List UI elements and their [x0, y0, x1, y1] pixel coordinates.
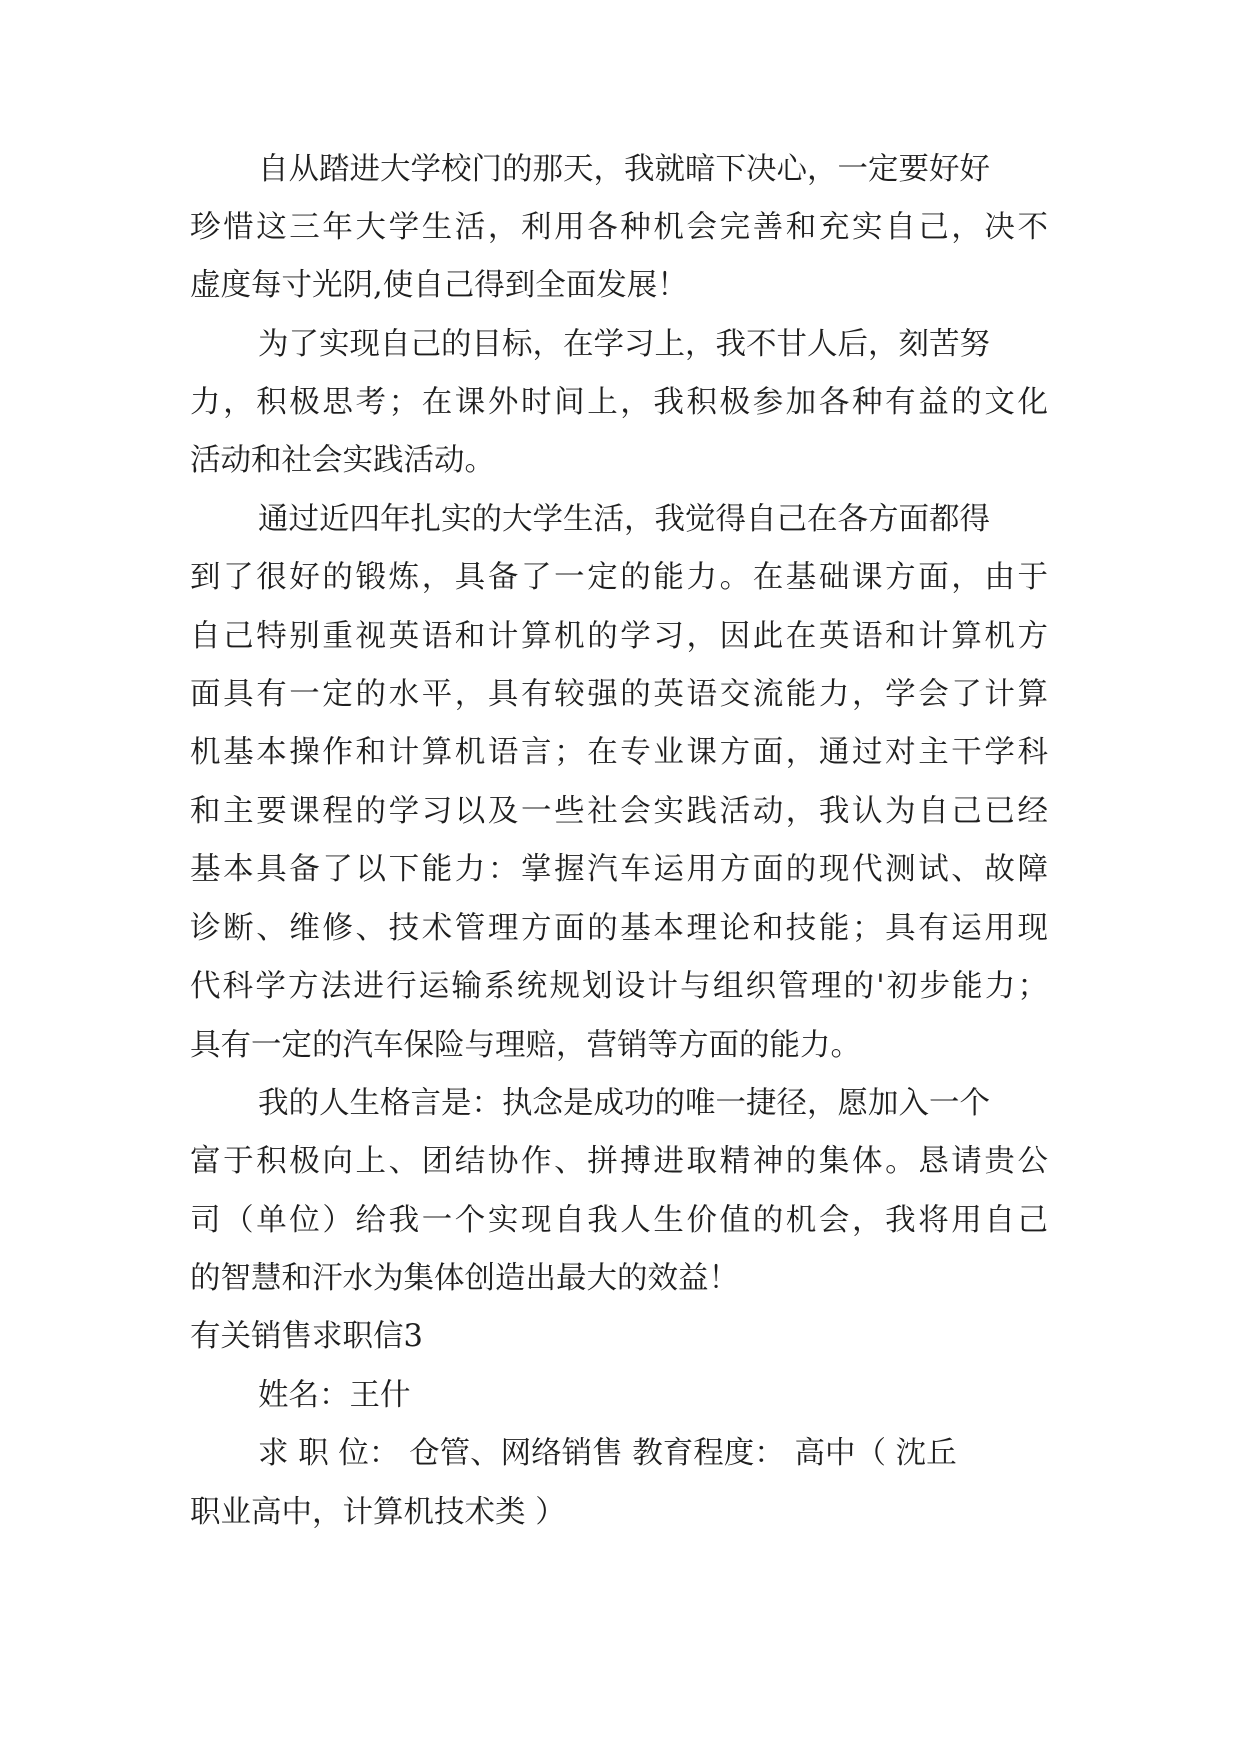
paragraph-2-line-3: 活动和社会实践活动。 — [190, 443, 495, 478]
paragraph-2-line-1: 为了实现自己的目标，在学习上，我不甘人后，刻苦努 — [258, 327, 990, 362]
paragraph-3-line-10: 具有一定的汽车保险与理赔，营销等方面的能力。 — [190, 1028, 861, 1063]
paragraph-3-line-8: 诊断、维修、技术管理方面的基本理论和技能；具有运用现 — [190, 911, 1048, 946]
paragraph-4-line-1: 我的人生格言是：执念是成功的唯一捷径，愿加入一个 — [258, 1086, 990, 1121]
paragraph-3-line-7: 基本具备了以下能力：掌握汽车运用方面的现代测试、故障 — [190, 852, 1048, 887]
paragraph-4-line-2: 富于积极向上、团结协作、拼搏进取精神的集体。恳请贵公 — [190, 1144, 1048, 1179]
paragraph-3-line-4: 面具有一定的水平，具有较强的英语交流能力，学会了计算 — [190, 677, 1048, 712]
paragraph-3-line-9: 代科学方法进行运输系统规划设计与组织管理的'初步能力； — [190, 969, 1048, 1004]
paragraph-1-line-3: 虚度每寸光阴,使自己得到全面发展！ — [190, 268, 688, 303]
paragraph-3-line-2: 到了很好的锻炼，具备了一定的能力。在基础课方面，由于 — [190, 560, 1048, 595]
paragraph-1-line-2: 珍惜这三年大学生活，利用各种机会完善和充实自己，决不 — [190, 210, 1048, 245]
paragraph-2-line-2: 力，积极思考；在课外时间上，我积极参加各种有益的文化 — [190, 385, 1048, 420]
paragraph-1-line-1: 自从踏进大学校门的那天，我就暗下决心，一定要好好 — [258, 152, 990, 187]
paragraph-3-line-1: 通过近四年扎实的大学生活，我觉得自己在各方面都得 — [258, 502, 990, 537]
paragraph-4-line-3: 司（单位）给我一个实现自我人生价值的机会，我将用自己 — [190, 1203, 1048, 1238]
paragraph-3-line-3: 自己特别重视英语和计算机的学习，因此在英语和计算机方 — [190, 619, 1048, 654]
position-line-2: 职业高中，计算机技术类 ） — [190, 1495, 566, 1530]
name-line: 姓名：王什 — [258, 1378, 411, 1413]
paragraph-3-line-6: 和主要课程的学习以及一些社会实践活动，我认为自己已经 — [190, 794, 1048, 829]
paragraph-3-line-5: 机基本操作和计算机语言；在专业课方面，通过对主干学科 — [190, 735, 1048, 770]
paragraph-4-line-4: 的智慧和汗水为集体创造出最大的效益！ — [190, 1261, 739, 1296]
section-heading: 有关销售求职信3 — [190, 1319, 423, 1354]
position-line-1: 求 职 位： 仓管、网络销售 教育程度： 高中（ 沈丘 — [258, 1436, 957, 1471]
